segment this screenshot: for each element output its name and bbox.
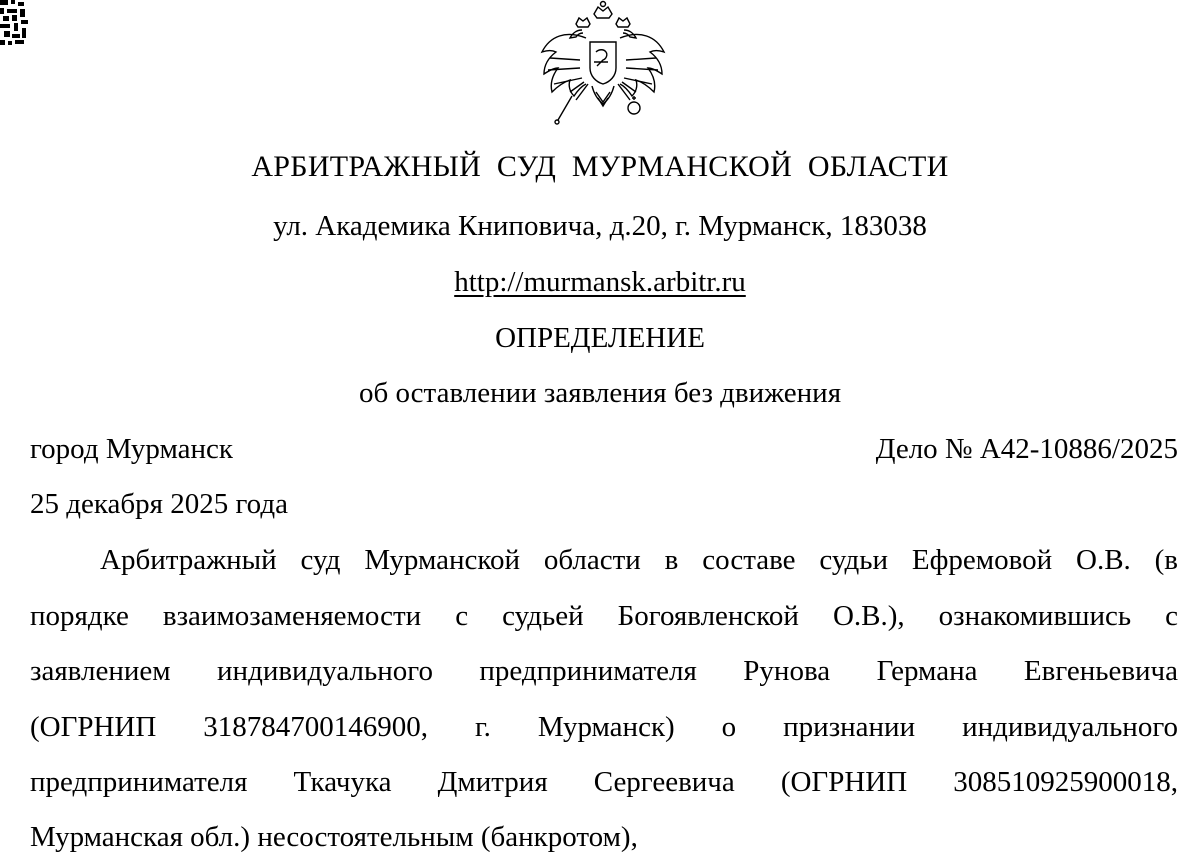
- paragraph-line: порядке взаимозаменяемости с судьей Богоявленской О.В.), ознакомившись с: [30, 600, 1178, 632]
- website-link[interactable]: http://murmansk.arbitr.ru: [454, 266, 746, 298]
- court-address: ул. Академика Книповича, д.20, г. Мурманск, 183038: [273, 210, 927, 242]
- russian-coat-of-arms-icon: [536, 0, 670, 128]
- paragraph-line: предпринимателя Ткачука Дмитрия Сергеевича (ОГРНИП 308510925900018,: [30, 766, 1178, 798]
- paragraph-line: Мурманская обл.) несостоятельным (банкротом),: [30, 821, 638, 853]
- paragraph-line: (ОГРНИП 318784700146900, г. Мурманск) о признании индивидуального: [30, 711, 1178, 743]
- paragraph-line: заявлением индивидуального предпринимателя Рунова Германа Евгеньевича: [30, 655, 1178, 687]
- court-website: [0, 266, 1200, 299]
- court-name: АРБИТРАЖНЫЙ СУД МУРМАНСКОЙ ОБЛАСТИ: [251, 150, 949, 183]
- qr-code-icon: [0, 0, 30, 48]
- case-number: Дело № А42-10886/2025: [875, 433, 1178, 465]
- document-type: ОПРЕДЕЛЕНИЕ: [495, 322, 705, 354]
- paragraph-line: Арбитражный суд Мурманской области в составе судьи Ефремовой О.В. (в: [100, 544, 1178, 576]
- city: город Мурманск: [30, 433, 233, 465]
- document-subject: об оставлении заявления без движения: [358, 377, 842, 409]
- document-date: 25 декабря 2025 года: [30, 488, 288, 520]
